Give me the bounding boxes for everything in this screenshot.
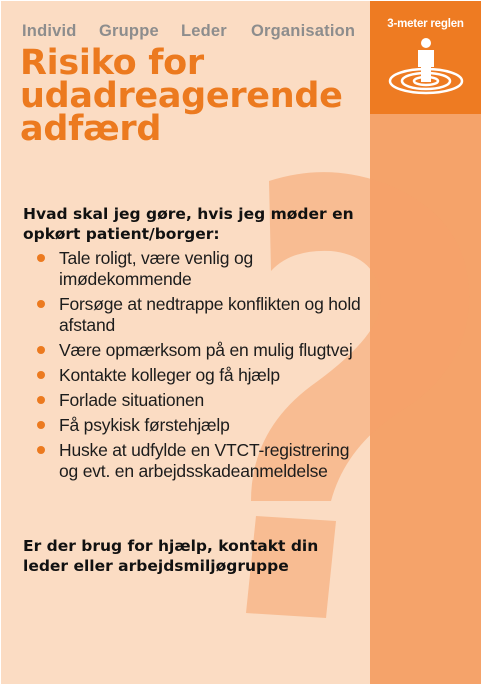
list-item-text: Tale roligt, være venlig og imødekommende: [59, 248, 254, 289]
list-item-text: Få psykisk førstehjælp: [59, 415, 230, 435]
nav-item-individ[interactable]: Individ: [22, 22, 77, 40]
list-item-text: Forsøge at nedtrappe konflikten og hold afstand: [59, 294, 361, 335]
list-item: [37, 294, 367, 336]
list-item: [37, 248, 367, 290]
advice-list: [37, 248, 367, 486]
list-item: [37, 340, 367, 361]
list-item: [37, 415, 367, 436]
question-heading: Hvad skal jeg gøre, hvis jeg møder en opkørt patient/borger:: [23, 205, 354, 243]
title-line: adfærd: [20, 109, 162, 149]
title-line: Risiko for: [20, 43, 204, 83]
bullet-dot-icon: [37, 371, 45, 379]
nav-item-leder[interactable]: Leder: [181, 22, 227, 40]
list-item: [37, 365, 367, 386]
nav-item-gruppe[interactable]: Gruppe: [99, 22, 159, 40]
list-item: [37, 440, 367, 482]
list-item-text: Huske at udfylde en VTCT-registrering og evt. en arbejdsskadeanmeldelse: [59, 440, 350, 481]
bullet-dot-icon: [37, 421, 45, 429]
bullet-dot-icon: [37, 446, 45, 454]
list-item-text: Kontakte kolleger og få hjælp: [59, 365, 280, 385]
page-title: [20, 43, 360, 149]
bullet-dot-icon: [37, 346, 45, 354]
list-item: [37, 390, 367, 411]
person-circles-icon: [380, 35, 471, 99]
bullet-dot-icon: [37, 396, 45, 404]
title-line: udadreagerende: [20, 76, 343, 116]
list-item-text: Være opmærksom på en mulig flugtvej: [59, 340, 353, 360]
nav-item-organisation[interactable]: Organisation: [251, 22, 356, 40]
badge-label: 3-meter reglen: [387, 18, 464, 30]
bullet-dot-icon: [37, 300, 45, 308]
page: [1, 1, 481, 684]
three-meter-rule-badge: [370, 1, 481, 114]
help-contact-text: Er der brug for hjælp, kontakt din leder eller arbejdsmiljøgruppe: [23, 537, 319, 575]
list-item-text: Forlade situationen: [59, 390, 205, 410]
bullet-dot-icon: [37, 254, 45, 262]
